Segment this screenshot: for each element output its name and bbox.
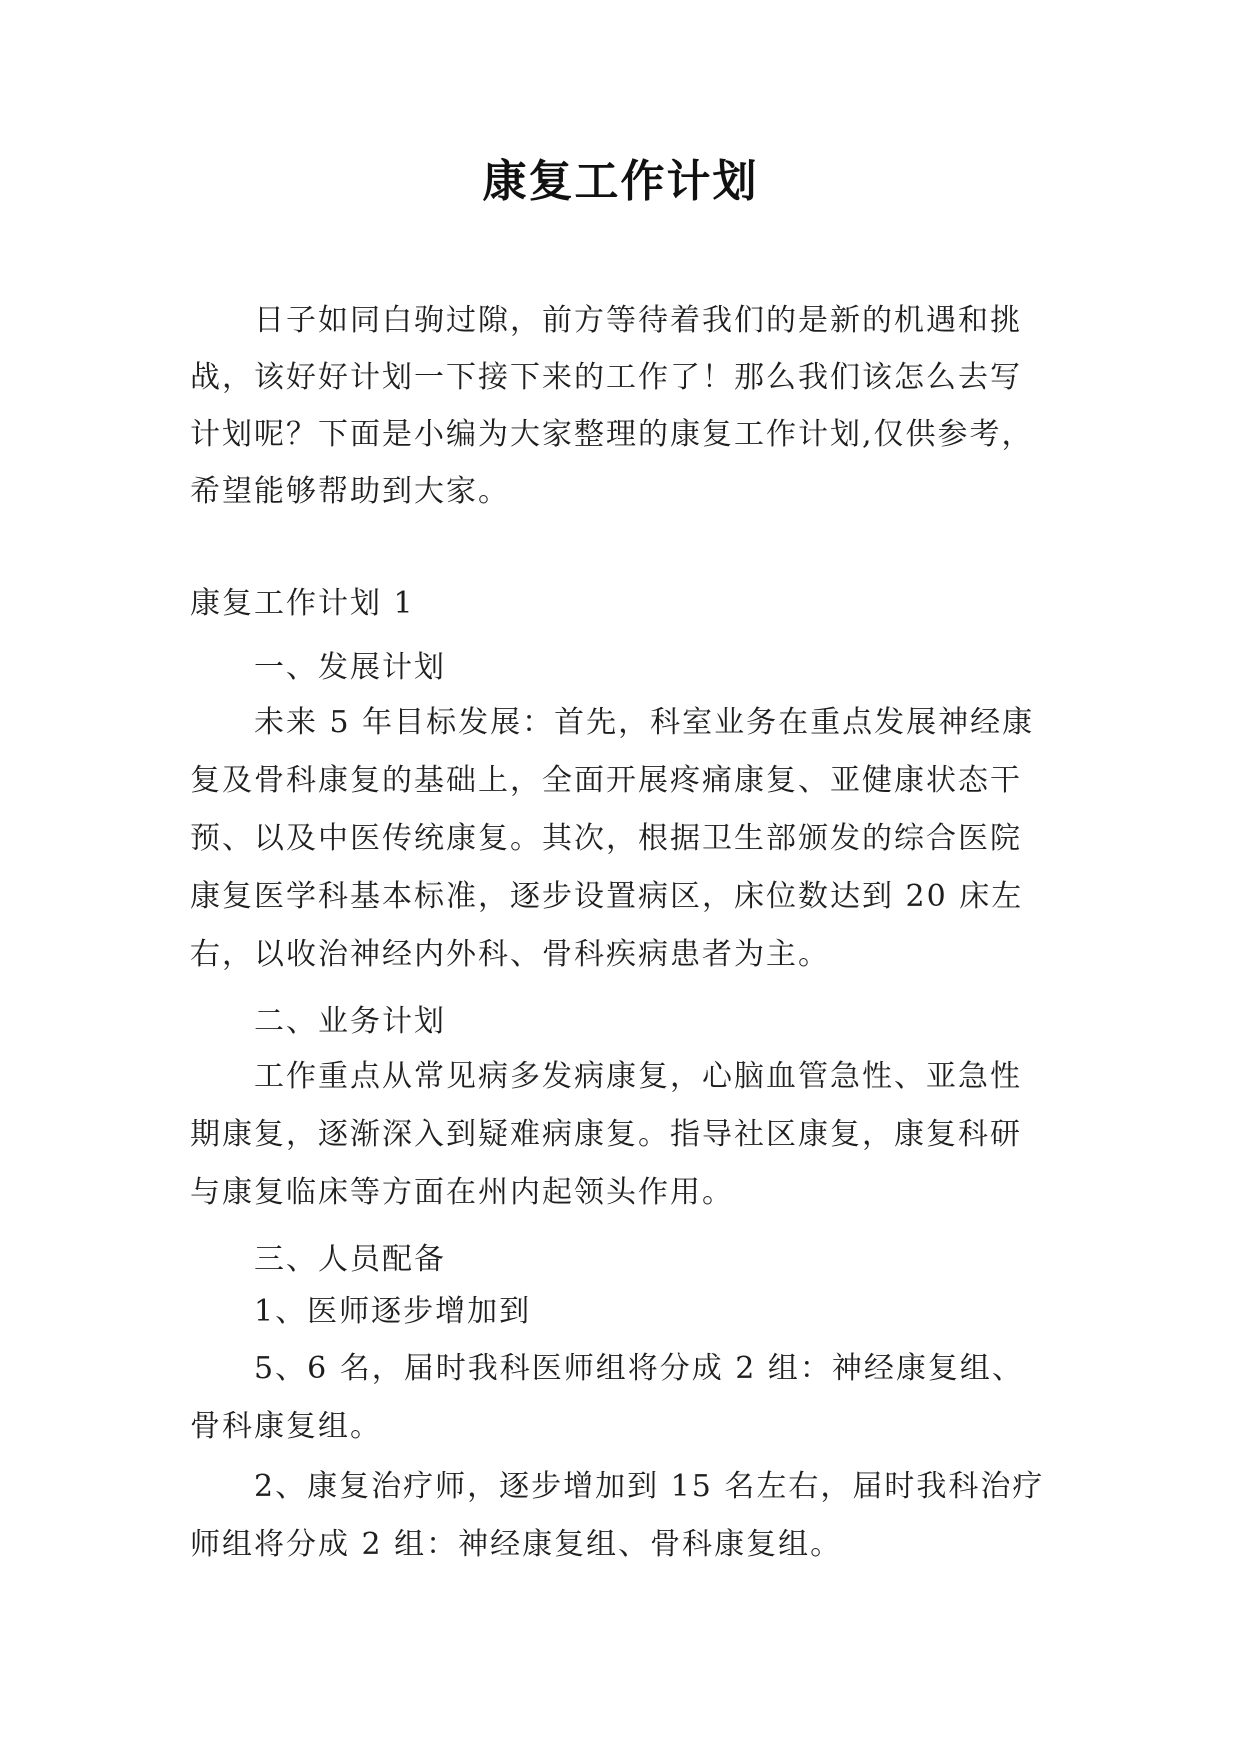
staff-item-doctors-detail: 5、6 名，届时我科医师组将分成 2 组：神经康复组、骨科康复组。 bbox=[190, 1351, 1024, 1444]
heading-development-plan: 一、发展计划 bbox=[254, 650, 446, 685]
staff-item-therapists: 2、康复治疗师，逐步增加到 15 名左右，届时我科治疗师组将分成 2 组：神经康复组、骨科康复组。 bbox=[190, 1469, 1045, 1562]
business-paragraph: 工作重点从常见病多发病康复，心脑血管急性、亚急性期康复，逐渐深入到疑难病康复。指导社区康复，康复科研与康复临床等方面在州内起领头作用。 bbox=[190, 1059, 1022, 1210]
heading-staffing: 三、人员配备 bbox=[254, 1242, 446, 1277]
document-title: 康复工作计划 bbox=[482, 156, 759, 207]
heading-business-plan: 二、业务计划 bbox=[254, 1004, 446, 1039]
section-title: 康复工作计划 1 bbox=[190, 586, 415, 621]
staff-item-doctors-line: 1、医师逐步增加到 bbox=[254, 1294, 532, 1329]
intro-paragraph: 日子如同白驹过隙，前方等待着我们的是新的机遇和挑战，该好好计划一下接下来的工作了！那么我们该怎么去写计划呢？下面是小编为大家整理的康复工作计划,仅供参考，希望能够帮助到大家。 bbox=[190, 303, 1034, 509]
development-paragraph: 未来 5 年目标发展：首先，科室业务在重点发展神经康复及骨科康复的基础上，全面开展疼痛康复、亚健康状态干预、以及中医传统康复。其次，根据卫生部颁发的综合医院康复医学科基本标准，逐步设置病区，床位数达到 20 床左右，以收治神经内外科、骨科疾病患者为主。 bbox=[190, 705, 1035, 972]
